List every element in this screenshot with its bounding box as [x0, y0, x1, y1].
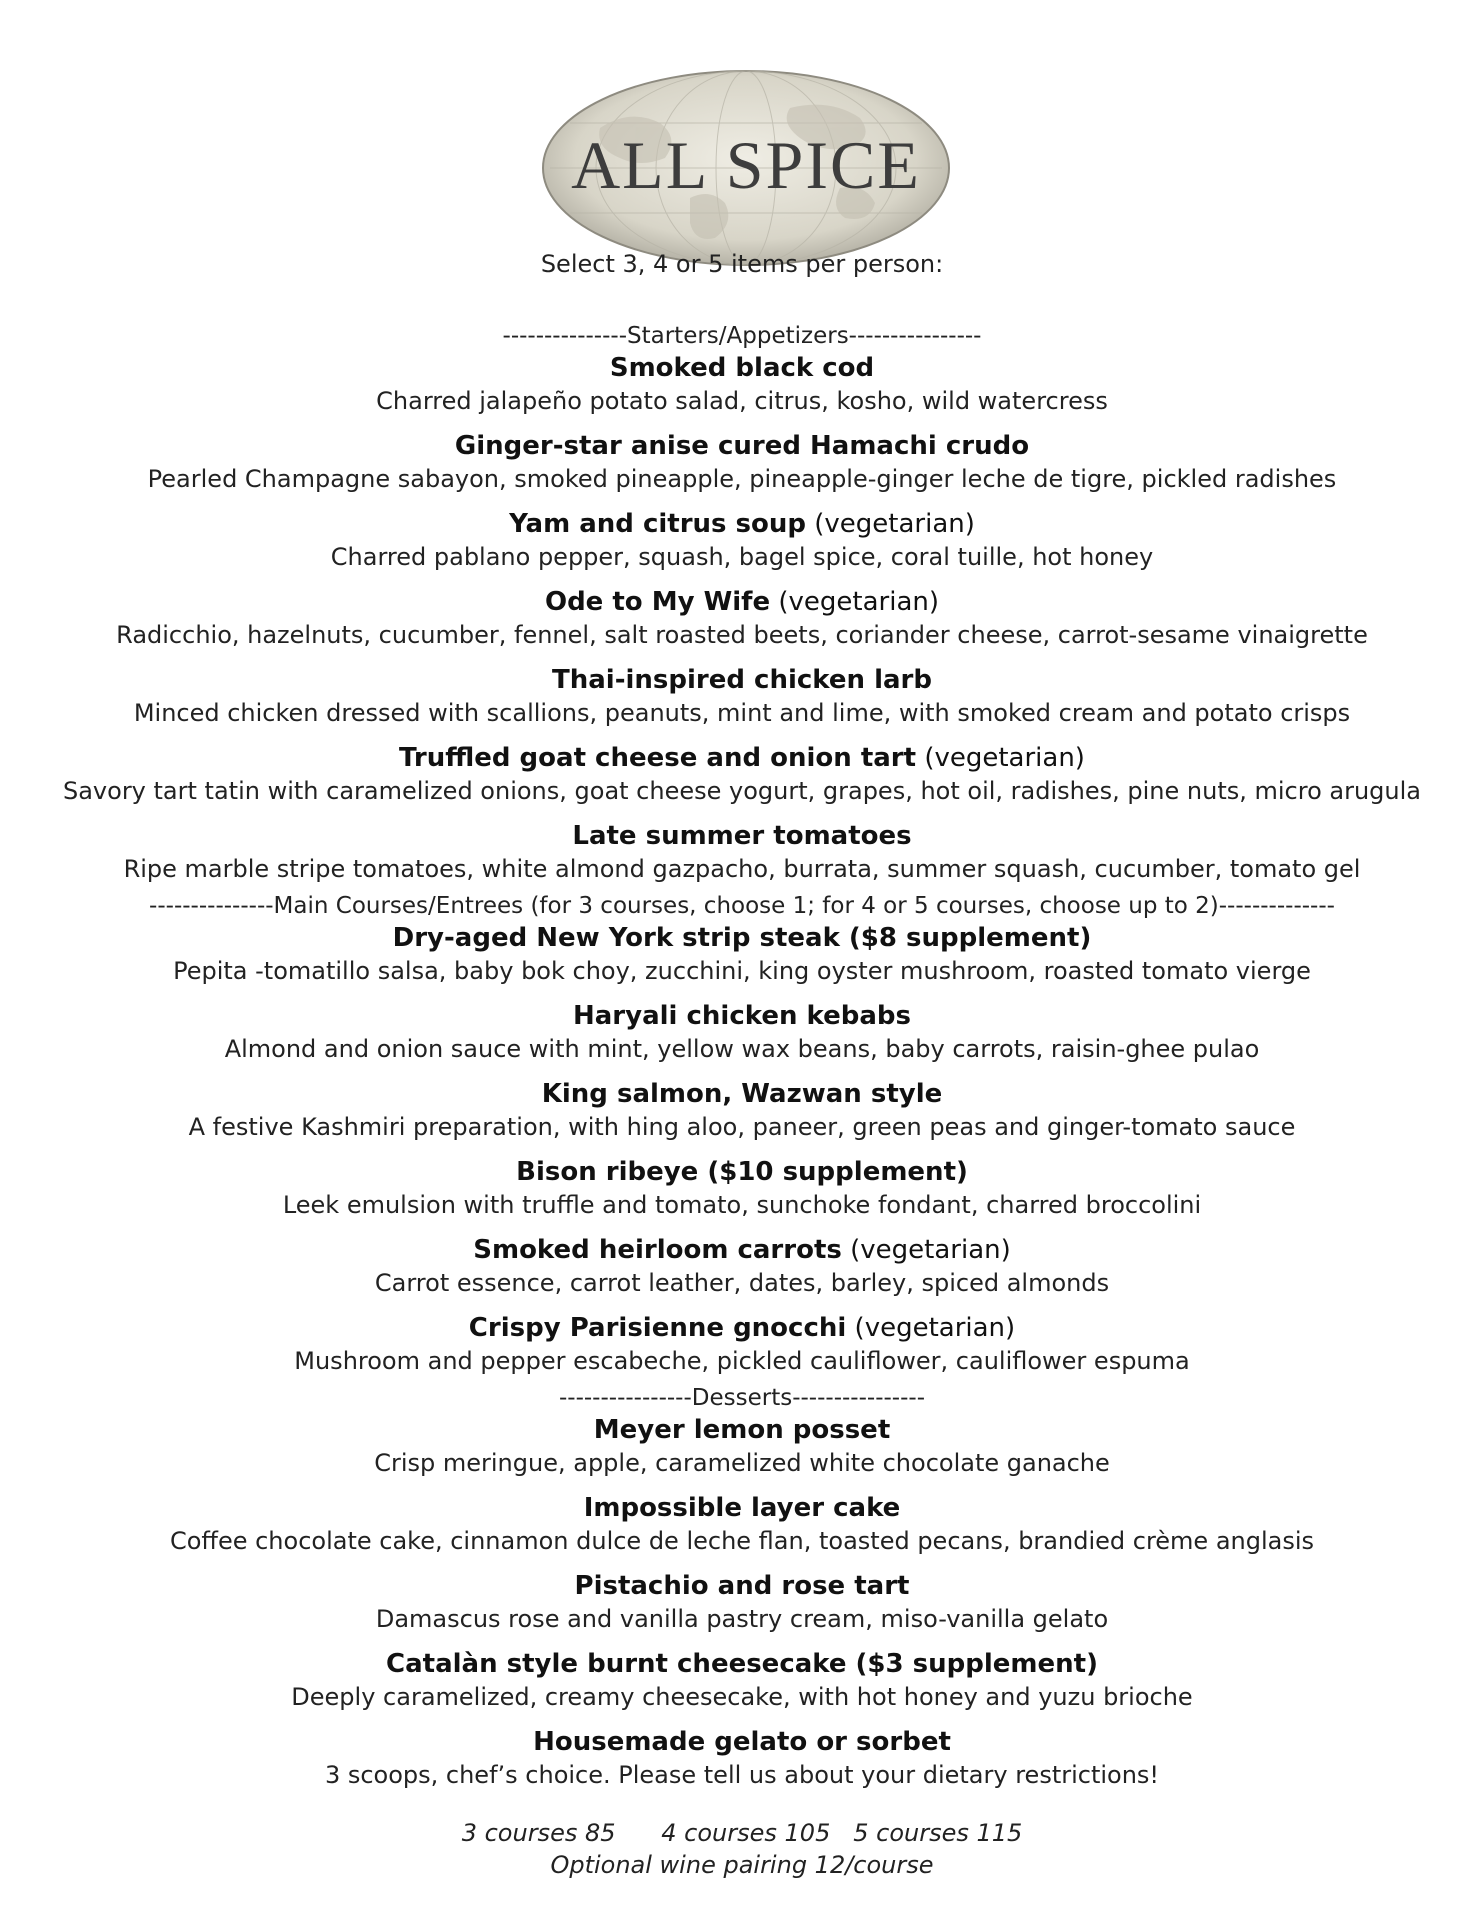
- item-description: A festive Kashmiri preparation, with hing aloo, paneer, green peas and ginger-tomato sauce: [188, 1113, 1296, 1141]
- menu-item: [0, 921, 1484, 987]
- menu-item: [0, 1569, 1484, 1635]
- item-description: Radicchio, hazelnuts, cucumber, fennel, salt roasted beets, coriander cheese, carrot-sesame vinaigrette: [116, 621, 1368, 649]
- item-title: Haryali chicken kebabs: [573, 1001, 911, 1031]
- section-starters: [0, 321, 1484, 885]
- menu-item: [0, 1647, 1484, 1713]
- pricing-footer: [0, 1817, 1484, 1881]
- item-title: Yam and citrus soup: [509, 509, 807, 539]
- item-note: (vegetarian): [916, 743, 1085, 773]
- item-title: Smoked heirloom carrots: [473, 1235, 842, 1265]
- item-title: Meyer lemon posset: [593, 1415, 891, 1445]
- menu-item: [0, 1491, 1484, 1557]
- item-title: Late summer tomatoes: [572, 821, 912, 851]
- item-description: Deeply caramelized, creamy cheesecake, with hot honey and yuzu brioche: [291, 1683, 1193, 1711]
- menu-content: [0, 247, 1484, 1881]
- section-separator: ----------------Desserts----------------: [558, 1385, 925, 1411]
- intro-text: Select 3, 4 or 5 items per person:: [540, 250, 944, 278]
- item-description: Ripe marble stripe tomatoes, white almond gazpacho, burrata, summer squash, cucumber, tomato gel: [123, 855, 1361, 883]
- item-description: Coffee chocolate cake, cinnamon dulce de leche flan, toasted pecans, brandied crème anglasis: [169, 1527, 1315, 1555]
- menu-item: [0, 663, 1484, 729]
- item-title: Pistachio and rose tart: [574, 1571, 910, 1601]
- item-description: Charred jalapeño potato salad, citrus, kosho, wild watercress: [376, 387, 1108, 415]
- item-description: Leek emulsion with truffle and tomato, sunchoke fondant, charred broccolini: [282, 1191, 1202, 1219]
- menu-item: [0, 999, 1484, 1065]
- item-title: Catalàn style burnt cheesecake ($3 supplement): [386, 1649, 1098, 1679]
- item-description: Carrot essence, carrot leather, dates, barley, spiced almonds: [374, 1269, 1110, 1297]
- section-separator: ---------------Main Courses/Entrees (for 3 courses, choose 1; for 4 or 5 courses, choose up to 2)--------------: [149, 893, 1335, 919]
- item-title: Ginger-star anise cured Hamachi crudo: [454, 431, 1030, 461]
- item-description: Charred pablano pepper, squash, bagel spice, coral tuille, hot honey: [330, 543, 1154, 571]
- item-title: Truffled goat cheese and onion tart: [399, 743, 917, 773]
- menu-item: [0, 1077, 1484, 1143]
- item-note: (vegetarian): [841, 1235, 1011, 1265]
- item-description: 3 scoops, chef’s choice. Please tell us about your dietary restrictions!: [324, 1761, 1160, 1789]
- logo-text: ALL SPICE: [571, 127, 921, 203]
- item-note: (vegetarian): [806, 509, 975, 539]
- item-title: Crispy Parisienne gnocchi: [468, 1313, 847, 1343]
- item-title: King salmon, Wazwan style: [541, 1079, 943, 1109]
- menu-item: [0, 819, 1484, 885]
- item-title: Smoked black cod: [609, 353, 875, 383]
- item-description: Savory tart tatin with caramelized onions, goat cheese yogurt, grapes, hot oil, radishes, pine nuts, micro arugula: [62, 777, 1421, 805]
- item-title: Impossible layer cake: [583, 1493, 901, 1523]
- item-description: Mushroom and pepper escabeche, pickled cauliflower, cauliflower espuma: [294, 1347, 1190, 1375]
- item-note: (vegetarian): [770, 587, 940, 617]
- menu-item: [0, 507, 1484, 573]
- item-title: Thai-inspired chicken larb: [552, 665, 932, 695]
- item-description: Crisp meringue, apple, caramelized white chocolate ganache: [374, 1449, 1110, 1477]
- menu-item: [0, 585, 1484, 651]
- menu-item: [0, 429, 1484, 495]
- item-description: Damascus rose and vanilla pastry cream, miso-vanilla gelato: [375, 1605, 1109, 1633]
- section-separator: ---------------Starters/Appetizers----------------: [502, 323, 982, 349]
- menu-item: [0, 1233, 1484, 1299]
- menu-item: [0, 351, 1484, 417]
- item-description: Minced chicken dressed with scallions, peanuts, mint and lime, with smoked cream and potato crisps: [133, 699, 1351, 727]
- item-description: Pearled Champagne sabayon, smoked pineapple, pineapple-ginger leche de tigre, pickled radishes: [147, 465, 1337, 493]
- section-desserts: [0, 1383, 1484, 1791]
- menu-item: [0, 741, 1484, 807]
- item-title: Housemade gelato or sorbet: [533, 1727, 951, 1757]
- item-description: Pepita -tomatillo salsa, baby bok choy, zucchini, king oyster mushroom, roasted tomato vierge: [173, 957, 1311, 985]
- menu-item: [0, 1725, 1484, 1791]
- menu-item: [0, 1311, 1484, 1377]
- item-note: (vegetarian): [846, 1313, 1016, 1343]
- item-description: Almond and onion sauce with mint, yellow wax beans, baby carrots, raisin-ghee pulao: [224, 1035, 1260, 1063]
- item-title: Dry-aged New York strip steak ($8 supplement): [392, 923, 1092, 953]
- section-mains: [0, 891, 1484, 1377]
- item-title: Ode to My Wife: [544, 587, 771, 617]
- course-prices: 3 courses 85 4 courses 105 5 courses 115: [461, 1819, 1023, 1847]
- logo-ellipse: [540, 68, 952, 268]
- restaurant-logo: [540, 68, 952, 268]
- wine-pairing: Optional wine pairing 12/course: [550, 1851, 934, 1879]
- menu-item: [0, 1413, 1484, 1479]
- menu-item: [0, 1155, 1484, 1221]
- item-title: Bison ribeye ($10 supplement): [516, 1157, 968, 1187]
